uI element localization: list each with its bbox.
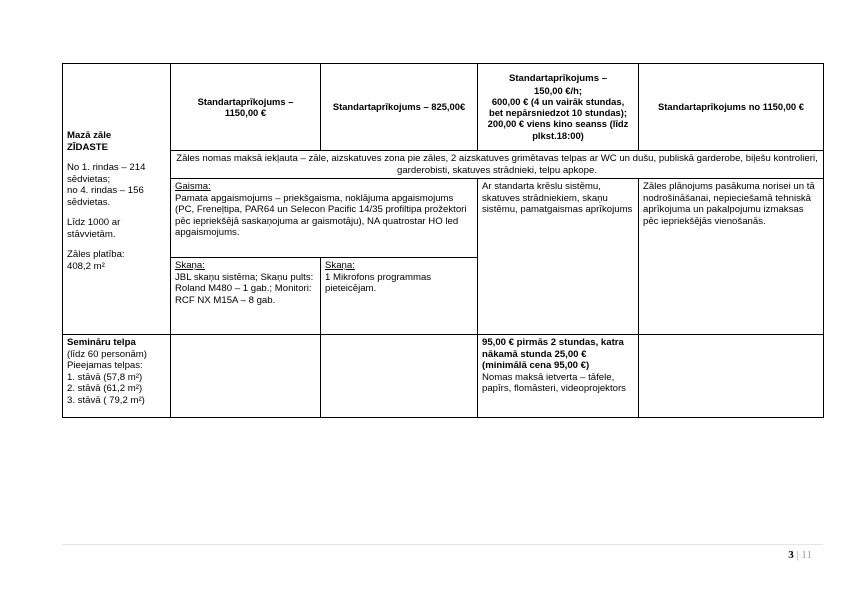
price-col-1-line-1: Standartaprīkojums – [197,95,294,107]
seminar-name: Semināru telpa [67,337,136,348]
standing-line-1: Līdz 1000 ar [67,217,121,228]
seminar-price-line-1: 95,00 € pirmās 2 stundas, katra [482,337,624,348]
seminar-price-cell [478,335,639,418]
page-footer [788,549,812,561]
sound-a-text: JBL skaņu sistēma; Skaņu pults: Roland M480 – 1 gab.; Monitori: RCF NX M15A – 8 gab. [175,271,314,306]
price-col-3-line-4: bet nepārsniedzot 10 stundas); [488,107,628,119]
seats-line-1: No 1. rindas – 214 [67,162,146,173]
sound-b-text: 1 Mikrofons programmas pieteicējam. [325,271,432,294]
seminar-empty-2 [321,335,478,418]
price-col-3-line-6: plkst.18:00) [532,129,584,141]
seminar-capacity: (līdz 60 personām) [67,348,147,360]
seminar-price-note: Nomas maksā ietverta – tāfele, papīrs, flomāsteri, videoprojektors [482,371,626,394]
price-col-3 [478,64,639,151]
plan-note-cell [639,179,824,335]
price-col-2: Standartaprīkojums – 825,00€ [321,64,478,151]
lighting-text: Pamata apgaismojums – priekšgaisma, noklājuma apgaismojums (PC, Freneļtipa, PAR64 un Selecon Pacific 14/35 profiltipa prožektori pēc iepriekšējā saskaņojuma ar gaismotāju), NA quatrostar HO led apgaismojums. [175,192,467,238]
footer-divider [62,544,823,545]
lighting-heading: Gaisma: [175,181,211,192]
page-separator: | [796,549,799,561]
seminar-price-line-3: (minimālā cena 95,00 €) [482,360,590,371]
standard-equipment-cell [478,179,639,335]
pricing-table [62,63,824,418]
hall-info-cell [63,64,171,335]
lighting-cell [171,179,478,258]
price-col-3-line-3: 600,00 € (4 un vairāk stundas, [491,95,625,107]
seats-line-3: no 4. rindas – 156 [67,185,144,196]
sound-a-heading: Skaņa: [175,260,205,271]
plan-note-text: Zāles plānojums pasākuma norisei un tā nodrošināšanai, nepieciešamā tehniskā aprīkojuma un pakalpojumu izmaksas pēc iepriekšējās vienošanās. [643,181,815,227]
hall-subtitle: ZĪDASTE [67,141,109,153]
price-col-3-line-1: Standartaprīkojums – [508,73,608,85]
seminar-room-3: 3. stāvā ( 79,2 m²) [67,394,145,406]
sound-cell-a [171,258,321,335]
sound-b-heading: Skaņa: [325,260,355,271]
seminar-info-cell [63,335,171,418]
page-total: 11 [801,549,812,561]
standard-equipment-text: Ar standarta krēslu sistēmu, skatuves strādniekiem, skaņu sistēmu, pamatgaismas aprīkojums [482,181,633,215]
price-col-1 [171,64,321,151]
sound-cell-b [321,258,478,335]
seats-line-4: sēdvietas. [67,196,111,208]
seminar-room-1: 1. stāvā (57,8 m²) [67,371,143,383]
seats-line-2: sēdvietas; [67,173,111,185]
seminar-available: Pieejamas telpas: [67,360,143,371]
seminar-empty-3 [639,335,824,418]
price-col-3-line-2: 150,00 €/h; [534,84,582,96]
page-number: 3 [788,549,794,561]
seminar-price-line-2: nākamā stunda 25,00 € [482,348,587,360]
seminar-room-2: 2. stāvā (61,2 m²) [67,383,143,394]
area-line-2: 408,2 m² [67,260,105,272]
price-col-4: Standartaprīkojums no 1150,00 € [639,64,824,151]
area-line-1: Zāles platība: [67,249,125,260]
seminar-empty-1 [171,335,321,418]
hall-name: Mazā zāle [67,130,112,141]
standing-line-2: stāvvietām. [67,228,116,240]
included-services: Zāles nomas maksā iekļauta – zāle, aizskatuves zona pie zāles, 2 aizskatuves grimētavas telpas ar WC un dušu, publiskā garderobe, biļešu kontrolieri, garderobisti, skatuves strādnieki, telpu apkope. [171,151,824,179]
price-col-1-line-2: 1150,00 € [224,107,267,118]
price-col-3-line-5: 200,00 € viens kino seanss (līdz [487,118,629,130]
